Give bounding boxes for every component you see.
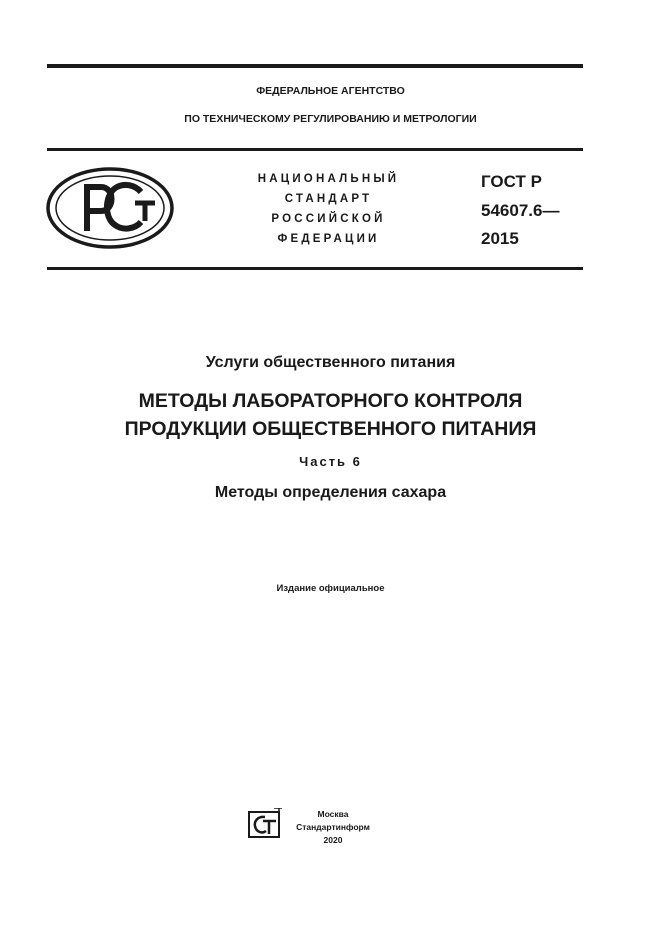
- standard-type-line-3: РОССИЙСКОЙ: [271, 213, 386, 225]
- document-part-title: Методы определения сахара: [214, 484, 447, 501]
- document-title-line-2: ПРОДУКЦИИ ОБЩЕСТВЕННОГО ПИТАНИЯ: [124, 418, 537, 440]
- document-part: Часть 6: [299, 454, 362, 469]
- edition-note: Издание официальное: [276, 583, 385, 594]
- standartinform-logo-icon: [248, 808, 282, 838]
- header-rule-upper: [47, 148, 583, 151]
- document-title-line-1: МЕТОДЫ ЛАБОРАТОРНОГО КОНТРОЛЯ: [138, 390, 523, 412]
- designation-line-1: ГОСТ Р: [481, 172, 542, 191]
- designation-line-2: 54607.6—: [481, 201, 560, 220]
- agency-line-2: ПО ТЕХНИЧЕСКОМУ РЕГУЛИРОВАНИЮ И МЕТРОЛОГИИ: [184, 113, 477, 125]
- rst-certification-mark-icon: [45, 165, 175, 251]
- publisher-year: 2020: [323, 835, 343, 845]
- agency-line-1: ФЕДЕРАЛЬНОЕ АГЕНТСТВО: [256, 85, 405, 97]
- top-rule: [47, 64, 583, 68]
- standard-type-line-1: НАЦИОНАЛЬНЫЙ: [257, 173, 400, 185]
- publisher-name: Стандартинформ: [296, 822, 370, 832]
- designation-line-3: 2015: [481, 229, 519, 248]
- publisher-city: Москва: [317, 809, 349, 819]
- standard-type-line-4: ФЕДЕРАЦИИ: [277, 233, 380, 245]
- header-rule-lower: [47, 267, 583, 270]
- standard-type-line-2: СТАНДАРТ: [284, 193, 373, 205]
- document-subtitle: Услуги общественного питания: [205, 354, 456, 371]
